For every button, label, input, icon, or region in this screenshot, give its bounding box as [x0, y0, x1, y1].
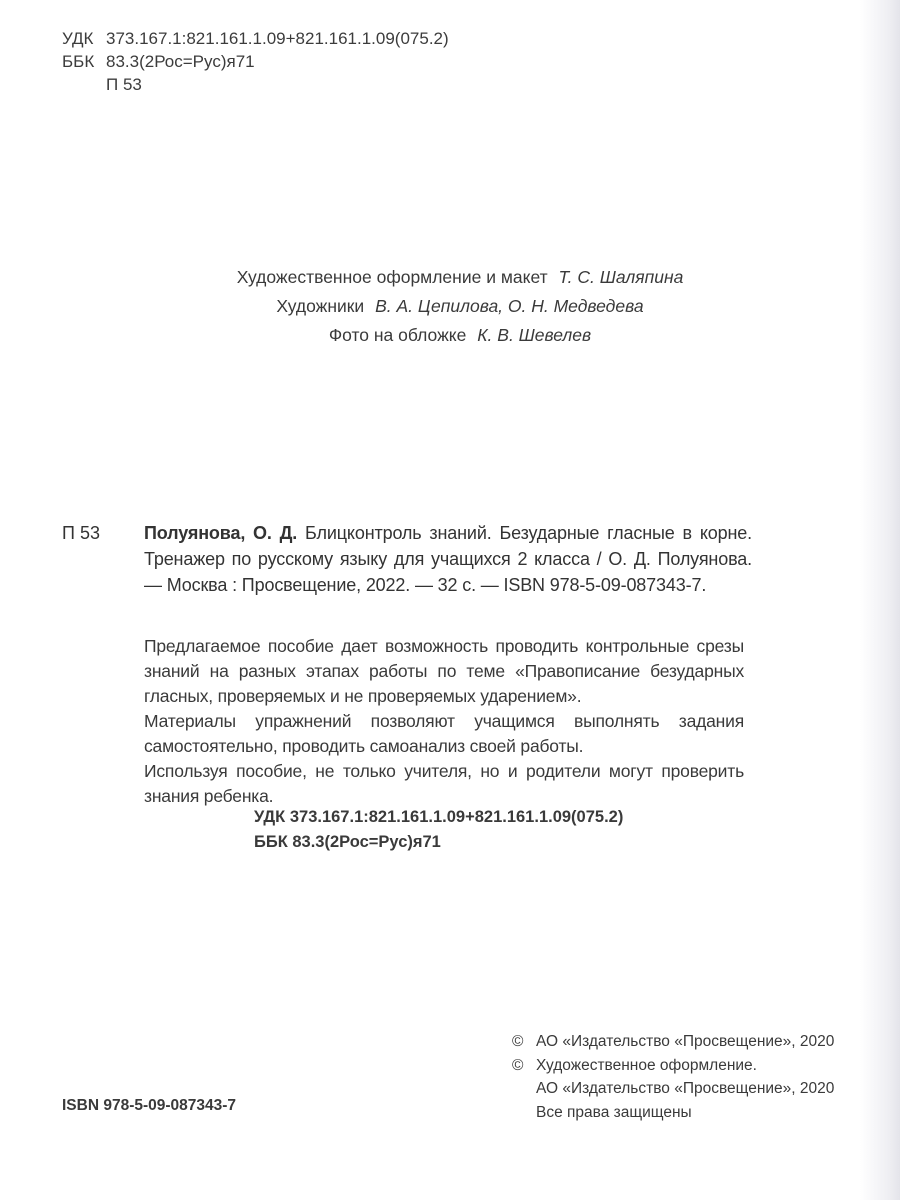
copyright-line: АО «Издательство «Просвещение», 2020	[536, 1080, 835, 1097]
udk-value: 373.167.1:821.161.1.09+821.161.1.09(075.2)	[106, 29, 449, 48]
credit-role: Фото на обложке	[328, 325, 467, 345]
design-credits	[0, 263, 900, 350]
udk-label: УДК	[62, 29, 94, 48]
classification-codes-top	[62, 27, 449, 96]
annotation-paragraph: Материалы упражнений позволяют учащимся выполнять задания самостоятельно, проводить самоанализ своей работы.	[144, 711, 744, 756]
copyright-row	[512, 1030, 834, 1054]
copyright-line: Художественное оформление.	[536, 1056, 757, 1074]
bibliographic-record	[62, 520, 752, 598]
bbk-label: ББК	[62, 52, 95, 71]
copyright-row	[512, 1077, 834, 1101]
bibliographic-row	[62, 520, 752, 598]
credit-line-design	[0, 263, 900, 292]
credit-names: В. А. Цепилова, О. Н. Медведева	[375, 296, 644, 316]
credit-role: Художественное оформление и макет	[236, 267, 548, 287]
annotation	[144, 634, 744, 809]
credit-line-cover-photo	[0, 321, 900, 350]
rights-reserved: Все права защищены	[536, 1103, 692, 1121]
credit-role: Художники	[276, 296, 365, 316]
annotation-paragraph: Используя пособие, не только учителя, но и родители могут проверить знания ребенка.	[144, 761, 744, 806]
copyright-icon: ©	[512, 1033, 524, 1050]
biblio-description: Блицконтроль знаний. Безударные гласные в корне. Тренажер по русскому языку для учащихся 2 класса / О. Д. Полуянова. — Москва : Просвещение, 2022. — 32 с. — ISBN 978-5-09-087343-7.	[144, 523, 752, 595]
credit-names: К. В. Шевелев	[477, 325, 592, 345]
udk-code-bottom: УДК 373.167.1:821.161.1.09+821.161.1.09(075.2)	[254, 808, 624, 826]
copyright-row	[512, 1054, 834, 1078]
author-mark: П 53	[106, 75, 142, 94]
isbn: ISBN 978-5-09-087343-7	[62, 1097, 237, 1114]
bbk-row	[62, 50, 449, 73]
bbk-code-bottom: ББК 83.3(2Рос=Рус)я71	[254, 833, 441, 851]
page-edge-shadow	[860, 0, 900, 1200]
credit-names: Т. С. Шаляпина	[558, 267, 684, 287]
copyright-icon: ©	[512, 1056, 524, 1074]
author-mark-row	[62, 73, 449, 96]
copyright-spacer	[512, 1101, 536, 1125]
credit-line-artists	[0, 292, 900, 321]
copyright-row	[512, 1101, 834, 1125]
annotation-paragraph: Предлагаемое пособие дает возможность проводить контрольные срезы знаний на разных этапах работы по теме «Правописание безударных гласных, проверяемых и не проверяемых ударением».	[144, 636, 744, 706]
biblio-author-mark: П 53	[62, 523, 100, 543]
biblio-author: Полуянова, О. Д.	[144, 523, 298, 543]
copyright-line: АО «Издательство «Просвещение», 2020	[536, 1033, 835, 1050]
biblio-description-block	[144, 520, 752, 598]
copyright-block	[512, 1030, 834, 1124]
classification-codes-bottom	[254, 805, 623, 855]
udk-row	[62, 27, 449, 50]
copyright-spacer	[512, 1077, 536, 1101]
bbk-value: 83.3(2Рос=Рус)я71	[106, 52, 255, 71]
